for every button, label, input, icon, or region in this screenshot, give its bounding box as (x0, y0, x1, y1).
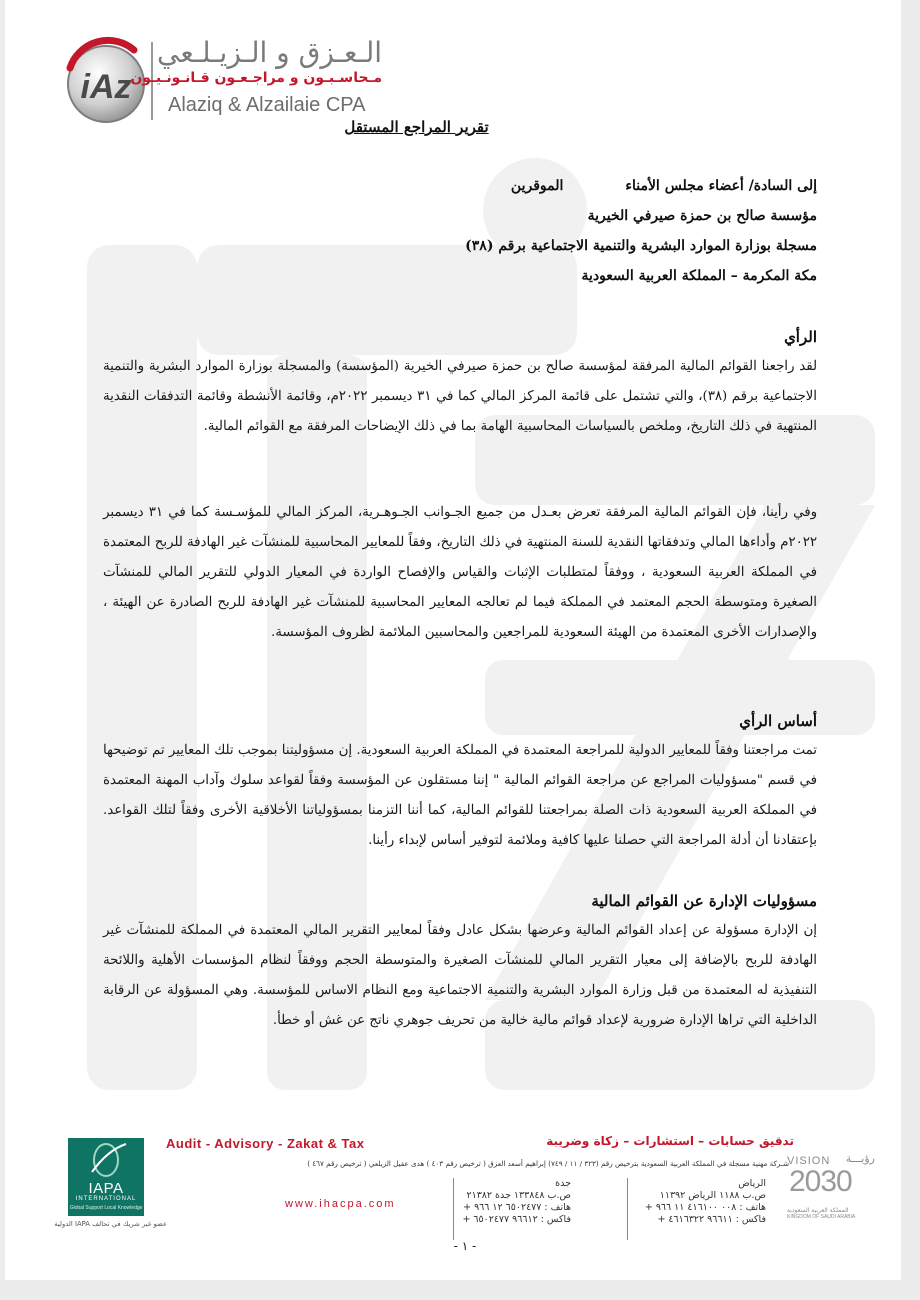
addressee-line-3: مسجلة بوزارة الموارد البشرية والتنمية الاجتماعية برقم (٣٨) (465, 238, 817, 254)
office-phone: هاتف : ٦٥٠٢٤٧٧ ١٢ ٩٦٦ + (463, 1202, 571, 1213)
section-heading-basis: أساس الرأي (739, 712, 817, 730)
registration-line: شـركة مهنية مسجلة في المملكة العربية السعودية بترخيص رقم (٣٢٣ / ١١ / ٧٤٩) إبراهيم أسعد العزق ( ترخيص رقم ٤٠٣ ) هدى عقيل الزيلعي ( ترخيص رقم ٤٦٧ ) (307, 1159, 789, 1168)
office-jeddah (462, 1178, 571, 1226)
services-arabic: تدقيق حسابات – استشارات – زكاة وضريبة (546, 1134, 794, 1148)
document-page (5, 0, 901, 1280)
vision-label-en: VISION (787, 1155, 831, 1167)
firm-subtitle-arabic: مـحاسـبـون و مراجـعـون قـانـونـيـون (130, 70, 382, 86)
iapa-tagline: Global Support Local Knowledge (69, 1205, 143, 1211)
footer-divider (627, 1178, 628, 1240)
iapa-swoosh-icon (68, 1138, 144, 1180)
addressee-to: إلى السادة/ أعضاء مجلس الأمناء (625, 178, 817, 194)
office-fax: فاكس : ٩٦٦١١ ٤٦١٦٣٢٢ + (657, 1214, 766, 1225)
vision-caption-en: KINGDOM OF SAUDI ARABIA (787, 1214, 856, 1220)
office-fax: فاكس : ٩٦٦١٢ ٦٥٠٢٤٧٧ + (462, 1214, 571, 1225)
paragraph-management: إن الإدارة مسؤولة عن إعداد القوائم المالية وعرضها بشكل عادل وفقاً لمعايير التقرير المالي المعتمدة في المملكة للمنشآت غير الهادفة للربح بالإضافة إلى معيار التقرير المالي للمنشآت الصغيرة والمتوسطة الحجم ووفقاً لنظام المؤسسات الأهلية واللائحة التنفيذية له المعتمدة من قبل وزارة الموارد البشرية والتنمية الاجتماعية ومع النظام الاساس للمؤسسة. وهي المسؤولة عن الرقابة الداخلية التي تراها الإدارة ضرورية لإعداد قوائم مالية خالية من تحريف جوهري ناتج عن غش أو خطأ. (103, 923, 817, 1028)
page-number: - ١ - (453, 1239, 477, 1253)
vision-caption-ar: المملكة العربية السعودية (787, 1207, 849, 1214)
addressee-line-2: مؤسسة صالح بن حمزة صيرفي الخيرية (587, 208, 817, 224)
office-city: جدة (555, 1178, 571, 1189)
firm-name-english: Alaziq & Alzailaie CPA (168, 94, 366, 116)
addressee-line-4: مكة المكرمة – المملكة العربية السعودية (581, 268, 817, 284)
office-city: الرياض (738, 1178, 766, 1189)
paragraph-opinion-1: لقد راجعنا القوائم المالية المرفقة لمؤسسة صالح بن حمزة صيرفي الخيرية (المؤسسة) والمسجلة بوزارة الموارد البشرية والتنمية الاجتماعية برقم (٣٨)، والتي تشتمل على قائمة المركز المالي كما في ٣١ ديسمبر ٢٠٢٢م، وقائمة الأنشطة وقائمة التدفقات النقدية المنتهية في ذلك التاريخ، وملخص بالسياسات المحاسبية الهامة بما في ذلك الإيضاحات المرفقة مع القوائم المالية. (103, 359, 817, 434)
footer-divider (453, 1178, 454, 1240)
vision-year: 2030 (789, 1165, 852, 1198)
website-link[interactable]: www.ihacpa.com (285, 1198, 396, 1210)
vision-2030-logo (787, 1152, 875, 1225)
iapa-sub: INTERNATIONAL (75, 1196, 137, 1202)
office-riyadh (645, 1178, 766, 1226)
office-po-box: ص.ب ١٣٣٨٤٨ جدة ٢١٣٨٢ (466, 1190, 571, 1201)
firm-name-arabic: الـعـزق و الـزيـلـعي (157, 36, 382, 69)
office-phone: هاتف : ٠٠٨ ٤١٦١٠٠ ١١ ٩٦٦ + (644, 1202, 766, 1213)
paragraph-basis: تمت مراجعتنا وفقاً للمعايير الدولية للمراجعة المعتمدة في المملكة العربية السعودية. إن مسؤوليتنا بموجب تلك المعايير تم توضيحها في قسم "مسؤوليات المراجع عن مراجعة القوائم المالية " إننا مستقلون عن المؤسسة وفقاً لقواعد سلوك وآداب المهنة المعتمدة في المملكة العربية السعودية ذات الصلة بمراجعتنا للقوائم المالية، كما أننا التزمنا بمسؤولياتنا الأخلاقية الأخرى وفقاً لتلك القواعد. بإعتقادنا أن أدلة المراجعة التي حصلنا عليها كافية وملائمة لتوفير أساس لإبداء رأينا. (103, 743, 817, 848)
iapa-logo (68, 1138, 144, 1216)
paragraph-opinion-2: وفي رأينا، فإن القوائم المالية المرفقة تعرض بعـدل من جميع الجـوانب الجـوهـرية، المركز المالي للمؤسـسة كما في ٣١ ديسمبر ٢٠٢٢م وأداءها المالي وتدفقاتها النقدية للسنة المنتهية في ذلك التاريخ، وفقاً للمعايير المحاسبية للمنشآت غير الهادفة للربح المعتمدة في المملكة العربية السعودية ، ووفقاً لمتطلبات الإثبات والقياس والإفصاح الواردة في المعيار الدولي للتقرير المالي للمنشآت الصغيرة ومتوسطة الحجم المعتمد في المملكة فيما لم تعالجه المعايير المحاسبية للمنشآت غير الهادفة للربح الصادرة عن الهيئة ، والإصدارات الأخرى المعتمدة من الهيئة السعودية للمراجعين والمحاسبين الملائمة لظروف المؤسسة. (103, 505, 817, 640)
section-heading-management: مسؤوليات الإدارة عن القوائم المالية (591, 892, 817, 910)
addressee-honorific: الموقرين (510, 178, 564, 194)
logo-text: iAz (80, 68, 132, 106)
iapa-name: IAPA (88, 1180, 124, 1197)
iapa-member-note: عضو غير شريك في تحالف IAPA الدولية (54, 1220, 167, 1228)
office-po-box: ص.ب ١١٨٨ الرياض ١١٣٩٢ (659, 1190, 766, 1201)
section-heading-opinion: الرأي (784, 328, 817, 346)
services-english: Audit - Advisory - Zakat & Tax (166, 1136, 365, 1151)
report-title: تقرير المراجع المستقل (344, 118, 489, 136)
addressee-line-1 (511, 178, 817, 194)
vision-label-ar: رؤيـــة (845, 1152, 875, 1165)
